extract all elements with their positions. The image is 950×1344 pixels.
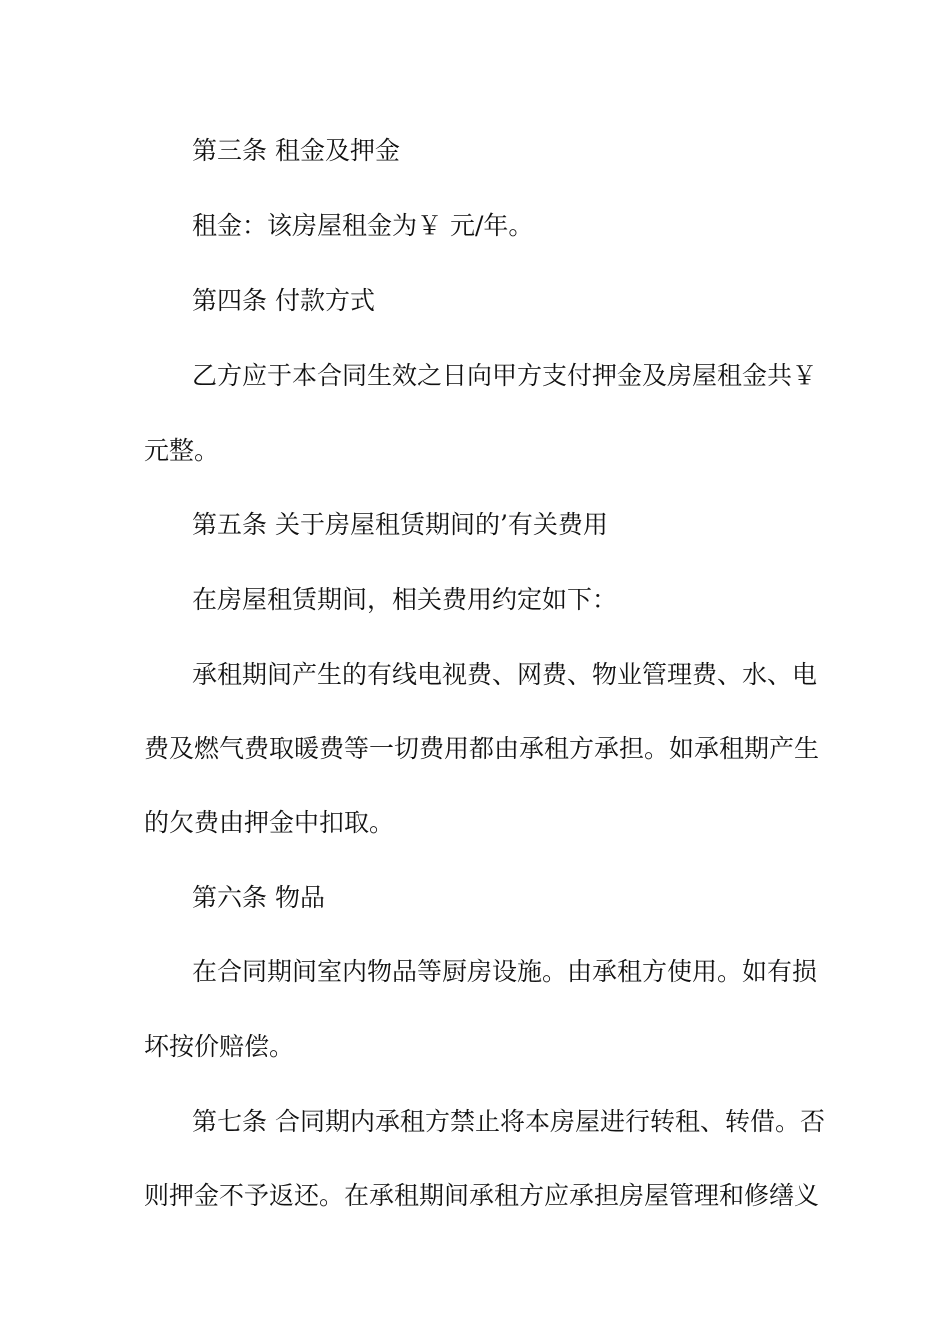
- fees-clause-line-2: 费及燃气费取暖费等一切费用都由承租方承担。如承租期产生: [144, 734, 820, 763]
- payment-clause-line-1: 乙方应于本合同生效之日向甲方支付押金及房屋租金共￥: [192, 361, 818, 390]
- fees-clause-line-3: 的欠费由押金中扣取。: [144, 808, 395, 837]
- fees-intro: 在房屋租赁期间，相关费用约定如下：: [192, 585, 618, 614]
- article-7-line-2: 则押金不予返还。在承租期间承租方应承担房屋管理和修缮义: [144, 1181, 820, 1210]
- rent-amount-clause: 租金：该房屋租金为￥ 元/年。: [192, 211, 534, 240]
- payment-clause-line-2: 元整。: [144, 436, 220, 465]
- items-clause-line-1: 在合同期间室内物品等厨房设施。由承租方使用。如有损: [192, 957, 818, 986]
- items-clause-line-2: 坏按价赔偿。: [144, 1032, 295, 1061]
- article-3-heading: 第三条 租金及押金: [192, 136, 400, 165]
- article-5-heading: 第五条 关于房屋租赁期间的’有关费用: [192, 510, 608, 539]
- article-6-heading: 第六条 物品: [192, 883, 325, 912]
- fees-clause-line-1: 承租期间产生的有线电视费、网费、物业管理费、水、电: [192, 660, 818, 689]
- article-4-heading: 第四条 付款方式: [192, 286, 375, 315]
- article-7-line-1: 第七条 合同期内承租方禁止将本房屋进行转租、转借。否: [192, 1107, 825, 1136]
